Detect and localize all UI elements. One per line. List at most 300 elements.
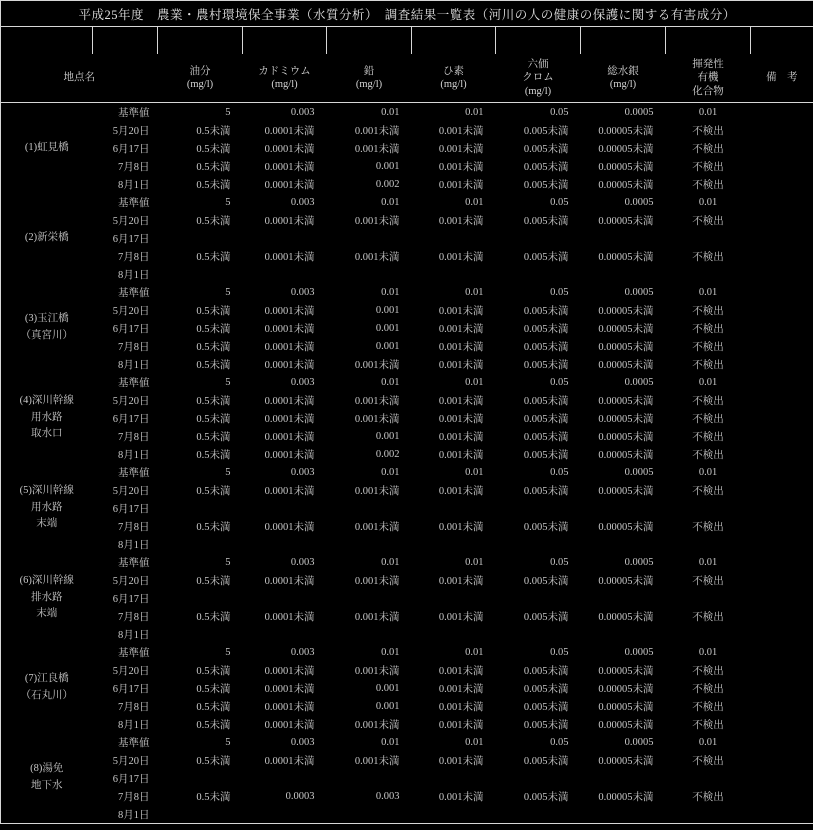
- table-row: [1, 373, 813, 391]
- value-cell: 5: [225, 286, 231, 298]
- value-cell: 不検出: [692, 485, 724, 497]
- sample-date-cell: 7月8日: [118, 161, 150, 173]
- value-cell: 0.00005未満: [598, 143, 654, 155]
- remarks-cell: [751, 679, 813, 697]
- value-cell: 0.005未満: [523, 341, 569, 353]
- site-name-cell: (2)新栄橋: [24, 231, 69, 243]
- value-cell: 0.0001未満: [264, 413, 315, 425]
- value-cell: [666, 805, 751, 824]
- value-cell: [327, 499, 412, 517]
- value-cell: 0.01: [698, 466, 718, 478]
- value-cell: 0.001未満: [438, 323, 484, 335]
- value-cell: 5: [225, 736, 231, 748]
- remarks-cell: [751, 607, 813, 625]
- value-cell: 0.001: [375, 160, 400, 172]
- sample-date-cell: 7月8日: [118, 431, 150, 443]
- value-cell: 0.5未満: [196, 161, 231, 173]
- value-cell: 0.01: [381, 286, 400, 298]
- sample-date-cell: 基準値: [118, 467, 150, 479]
- stub-cell: [158, 27, 243, 55]
- value-cell: [158, 535, 243, 553]
- value-cell: [243, 265, 327, 283]
- value-cell: 0.00005未満: [598, 359, 654, 371]
- value-cell: 0.001: [375, 340, 400, 352]
- value-cell: 0.005未満: [523, 413, 569, 425]
- table-row: [1, 751, 813, 769]
- value-cell: [666, 499, 751, 517]
- sample-date-cell: 5月20日: [112, 665, 150, 677]
- value-cell: 5: [225, 466, 231, 478]
- value-cell: 不検出: [692, 251, 724, 263]
- value-cell: 0.5未満: [196, 143, 231, 155]
- value-cell: 0.00005未満: [598, 413, 654, 425]
- stub-cell: [1, 27, 93, 55]
- value-cell: 0.0005: [624, 556, 654, 568]
- remarks-cell: [751, 319, 813, 337]
- value-cell: 0.001未満: [354, 719, 400, 731]
- value-cell: 0.0005: [624, 106, 654, 118]
- value-cell: 0.003: [290, 196, 315, 208]
- sample-date-cell: 8月1日: [118, 629, 150, 641]
- remarks-cell: [751, 499, 813, 517]
- remarks-cell: [751, 139, 813, 157]
- value-cell: 0.001未満: [438, 719, 484, 731]
- value-cell: [412, 769, 496, 787]
- site-column-header: 地点名: [1, 54, 158, 103]
- value-cell: 0.5未満: [196, 341, 231, 353]
- value-cell: [158, 625, 243, 643]
- remarks-cell: [751, 337, 813, 355]
- value-cell: 0.001未満: [438, 341, 484, 353]
- value-cell: 0.0001未満: [264, 143, 315, 155]
- value-cell: 0.003: [290, 646, 315, 658]
- table-row: [1, 445, 813, 463]
- value-cell: [581, 499, 666, 517]
- value-cell: 0.00005未満: [598, 683, 654, 695]
- value-cell: 0.0001未満: [264, 575, 315, 587]
- table-row: [1, 805, 813, 824]
- column-header-row: [1, 54, 813, 103]
- table-row: [1, 229, 813, 247]
- sample-date-cell: 6月17日: [112, 323, 150, 335]
- table-row: [1, 553, 813, 571]
- remarks-cell: [751, 805, 813, 824]
- value-cell: 0.001未満: [438, 683, 484, 695]
- remarks-cell: [751, 247, 813, 265]
- value-cell: 0.005未満: [523, 449, 569, 461]
- sample-date-cell: 6月17日: [112, 143, 150, 155]
- sample-date-cell: 7月8日: [118, 341, 150, 353]
- value-cell: 5: [225, 106, 231, 118]
- table-row: [1, 517, 813, 535]
- remarks-cell: [751, 427, 813, 445]
- value-cell: [327, 769, 412, 787]
- value-cell: 0.01: [698, 196, 718, 208]
- table-row: [1, 193, 813, 211]
- value-cell: 0.005未満: [523, 611, 569, 623]
- value-cell: 不検出: [692, 215, 724, 227]
- value-cell: 0.5未満: [196, 575, 231, 587]
- value-cell: 0.00005未満: [598, 665, 654, 677]
- header-separator-stub-row: [1, 27, 813, 55]
- value-cell: 0.003: [290, 466, 315, 478]
- value-cell: 0.00005未満: [598, 323, 654, 335]
- value-cell: [243, 229, 327, 247]
- table-row: [1, 499, 813, 517]
- remarks-cell: [751, 355, 813, 373]
- value-cell: [327, 265, 412, 283]
- sample-date-cell: 基準値: [118, 287, 150, 299]
- value-cell: 0.5未満: [196, 719, 231, 731]
- value-cell: 0.5未満: [196, 215, 231, 227]
- stub-cell: [93, 27, 158, 55]
- value-cell: 0.001: [375, 682, 400, 694]
- remarks-cell: [751, 715, 813, 733]
- value-cell: 0.005未満: [523, 215, 569, 227]
- value-cell: 0.0003: [285, 790, 315, 802]
- value-cell: 0.001未満: [354, 575, 400, 587]
- value-cell: [158, 589, 243, 607]
- sample-date-cell: 基準値: [118, 107, 150, 119]
- value-cell: [327, 535, 412, 553]
- remarks-cell: [751, 553, 813, 571]
- value-cell: [581, 805, 666, 824]
- value-cell: 0.005未満: [523, 701, 569, 713]
- sample-date-cell: 7月8日: [118, 611, 150, 623]
- column-header-cell: 備 考: [751, 54, 813, 103]
- stub-cell: [751, 27, 813, 55]
- value-cell: [666, 625, 751, 643]
- value-cell: 0.001未満: [438, 251, 484, 263]
- value-cell: [158, 265, 243, 283]
- table-row: [1, 607, 813, 625]
- table-row: [1, 679, 813, 697]
- value-cell: [581, 589, 666, 607]
- value-cell: 不検出: [692, 431, 724, 443]
- value-cell: 0.5未満: [196, 701, 231, 713]
- table-row: [1, 175, 813, 193]
- value-cell: 0.00005未満: [598, 431, 654, 443]
- value-cell: [666, 535, 751, 553]
- value-cell: [412, 805, 496, 824]
- value-cell: 不検出: [692, 701, 724, 713]
- value-cell: 0.00005未満: [598, 791, 654, 803]
- value-cell: 0.0001未満: [264, 449, 315, 461]
- value-cell: 0.01: [698, 106, 718, 118]
- value-cell: 0.005未満: [523, 161, 569, 173]
- value-cell: 0.00005未満: [598, 395, 654, 407]
- value-cell: [412, 535, 496, 553]
- value-cell: 0.003: [290, 106, 315, 118]
- value-cell: 0.001未満: [438, 449, 484, 461]
- value-cell: 0.001未満: [438, 143, 484, 155]
- value-cell: 不検出: [692, 575, 724, 587]
- value-cell: 0.05: [550, 646, 569, 658]
- value-cell: 0.003: [290, 286, 315, 298]
- sample-date-cell: 6月17日: [112, 233, 150, 245]
- sample-date-cell: 7月8日: [118, 251, 150, 263]
- value-cell: 不検出: [692, 611, 724, 623]
- value-cell: 0.5未満: [196, 125, 231, 137]
- value-cell: [158, 805, 243, 824]
- value-cell: 0.005未満: [523, 395, 569, 407]
- value-cell: 0.001: [375, 700, 400, 712]
- table-row: [1, 283, 813, 301]
- column-header-cell: ひ素 (mg/l): [412, 54, 496, 103]
- table-row: [1, 661, 813, 679]
- stub-cell: [581, 27, 666, 55]
- value-cell: 0.005未満: [523, 179, 569, 191]
- value-cell: 0.01: [381, 196, 400, 208]
- value-cell: 0.001未満: [354, 665, 400, 677]
- value-cell: 0.05: [550, 196, 569, 208]
- value-cell: 不検出: [692, 719, 724, 731]
- value-cell: 0.001未満: [438, 755, 484, 767]
- table-row: [1, 301, 813, 319]
- site-name-cell: (1)虹見橋: [24, 141, 69, 153]
- sample-date-cell: 8月1日: [118, 269, 150, 281]
- value-cell: 0.005未満: [523, 521, 569, 533]
- remarks-cell: [751, 643, 813, 661]
- value-cell: 0.0001未満: [264, 755, 315, 767]
- value-cell: 0.01: [465, 646, 484, 658]
- sample-date-cell: 基準値: [118, 557, 150, 569]
- value-cell: [243, 805, 327, 824]
- value-cell: 0.0001未満: [264, 251, 315, 263]
- value-cell: 0.001未満: [438, 413, 484, 425]
- value-cell: [496, 265, 581, 283]
- sample-date-cell: 5月20日: [112, 395, 150, 407]
- value-cell: 0.0001未満: [264, 215, 315, 227]
- table-row: [1, 265, 813, 283]
- remarks-cell: [751, 283, 813, 301]
- stub-cell: [666, 27, 751, 55]
- page-title: 平成25年度 農業・農村環境保全事業（水質分析） 調査結果一覧表（河川の人の健康の保護に関する有害成分）: [1, 1, 813, 27]
- value-cell: 不検出: [692, 449, 724, 461]
- value-cell: 0.01: [698, 736, 718, 748]
- site-name-cell: (6)深川幹線 排水路 末端: [19, 574, 74, 620]
- sample-date-cell: 5月20日: [112, 125, 150, 137]
- value-cell: 0.003: [290, 556, 315, 568]
- value-cell: 不検出: [692, 125, 724, 137]
- value-cell: 0.0001未満: [264, 125, 315, 137]
- value-cell: 0.001未満: [438, 665, 484, 677]
- remarks-cell: [751, 751, 813, 769]
- value-cell: 0.01: [698, 556, 718, 568]
- remarks-cell: [751, 409, 813, 427]
- value-cell: 0.0001未満: [264, 611, 315, 623]
- value-cell: 0.001未満: [354, 251, 400, 263]
- value-cell: 0.0001未満: [264, 395, 315, 407]
- remarks-cell: [751, 193, 813, 211]
- value-cell: [666, 265, 751, 283]
- remarks-cell: [751, 301, 813, 319]
- value-cell: 不検出: [692, 683, 724, 695]
- column-header-cell: 六価 クロム (mg/l): [496, 54, 581, 103]
- column-header-cell: 揮発性 有機 化合物: [666, 54, 751, 103]
- sample-date-cell: 5月20日: [112, 215, 150, 227]
- value-cell: [581, 625, 666, 643]
- value-cell: 0.001未満: [438, 179, 484, 191]
- site-name-cell: (3)玉江橋 （真宮川）: [20, 313, 73, 341]
- value-cell: [666, 229, 751, 247]
- table-row: [1, 319, 813, 337]
- value-cell: 0.5未満: [196, 485, 231, 497]
- sample-date-cell: 8月1日: [118, 179, 150, 191]
- value-cell: 0.003: [290, 376, 315, 388]
- value-cell: [581, 535, 666, 553]
- sample-date-cell: 8月1日: [118, 449, 150, 461]
- table-row: [1, 715, 813, 733]
- value-cell: 0.01: [465, 736, 484, 748]
- value-cell: 0.5未満: [196, 665, 231, 677]
- value-cell: 0.001: [375, 430, 400, 442]
- value-cell: 0.00005未満: [598, 179, 654, 191]
- value-cell: 0.5未満: [196, 683, 231, 695]
- stub-cell: [327, 27, 412, 55]
- column-header-cell: 鉛 (mg/l): [327, 54, 412, 103]
- remarks-cell: [751, 445, 813, 463]
- value-cell: 0.005未満: [523, 791, 569, 803]
- remarks-cell: [751, 625, 813, 643]
- table-row: [1, 391, 813, 409]
- remarks-cell: [751, 175, 813, 193]
- sample-date-cell: 6月17日: [112, 593, 150, 605]
- stub-cell: [243, 27, 327, 55]
- value-cell: [496, 589, 581, 607]
- value-cell: 0.05: [550, 466, 569, 478]
- value-cell: [158, 229, 243, 247]
- value-cell: [158, 769, 243, 787]
- table-row: [1, 769, 813, 787]
- value-cell: 0.001未満: [438, 395, 484, 407]
- value-cell: 不検出: [692, 143, 724, 155]
- value-cell: [496, 805, 581, 824]
- value-cell: 不検出: [692, 161, 724, 173]
- sample-date-cell: 基準値: [118, 197, 150, 209]
- value-cell: 0.0001未満: [264, 521, 315, 533]
- value-cell: [412, 229, 496, 247]
- sample-date-cell: 8月1日: [118, 539, 150, 551]
- value-cell: 0.00005未満: [598, 719, 654, 731]
- sample-date-cell: 6月17日: [112, 413, 150, 425]
- sample-date-cell: 5月20日: [112, 305, 150, 317]
- value-cell: 0.001未満: [354, 485, 400, 497]
- value-cell: 0.01: [698, 286, 718, 298]
- value-cell: 0.001未満: [354, 413, 400, 425]
- value-cell: 0.005未満: [523, 665, 569, 677]
- value-cell: 0.005未満: [523, 683, 569, 695]
- sample-date-cell: 基準値: [118, 737, 150, 749]
- title-row: [1, 1, 813, 27]
- value-cell: 0.5未満: [196, 791, 231, 803]
- value-cell: 0.00005未満: [598, 305, 654, 317]
- value-cell: 0.002: [375, 178, 400, 190]
- remarks-cell: [751, 733, 813, 751]
- remarks-cell: [751, 535, 813, 553]
- value-cell: 0.0001未満: [264, 665, 315, 677]
- value-cell: 不検出: [692, 413, 724, 425]
- site-name-cell: (5)深川幹線 用水路 末端: [19, 484, 74, 530]
- value-cell: 0.00005未満: [598, 611, 654, 623]
- value-cell: 不検出: [692, 755, 724, 767]
- value-cell: 不検出: [692, 323, 724, 335]
- sample-date-cell: 6月17日: [112, 773, 150, 785]
- table-row: [1, 643, 813, 661]
- table-row: [1, 481, 813, 499]
- value-cell: 0.05: [550, 556, 569, 568]
- value-cell: [412, 265, 496, 283]
- value-cell: 0.5未満: [196, 449, 231, 461]
- value-cell: [243, 769, 327, 787]
- value-cell: 0.0001未満: [264, 341, 315, 353]
- value-cell: [496, 769, 581, 787]
- value-cell: 0.001未満: [438, 161, 484, 173]
- value-cell: [327, 589, 412, 607]
- value-cell: 0.003: [375, 790, 400, 802]
- value-cell: [412, 625, 496, 643]
- value-cell: 0.0005: [624, 196, 654, 208]
- value-cell: [496, 499, 581, 517]
- value-cell: 0.0001未満: [264, 323, 315, 335]
- table-row: [1, 121, 813, 139]
- value-cell: 0.005未満: [523, 359, 569, 371]
- value-cell: [581, 265, 666, 283]
- value-cell: 5: [225, 376, 231, 388]
- value-cell: 0.00005未満: [598, 521, 654, 533]
- value-cell: [243, 535, 327, 553]
- remarks-cell: [751, 697, 813, 715]
- value-cell: 5: [225, 646, 231, 658]
- value-cell: 0.002: [375, 448, 400, 460]
- value-cell: 不検出: [692, 305, 724, 317]
- value-cell: 不検出: [692, 359, 724, 371]
- value-cell: 0.5未満: [196, 413, 231, 425]
- remarks-cell: [751, 769, 813, 787]
- value-cell: [243, 625, 327, 643]
- table-row: [1, 409, 813, 427]
- value-cell: 0.00005未満: [598, 485, 654, 497]
- remarks-cell: [751, 481, 813, 499]
- value-cell: 0.01: [465, 106, 484, 118]
- column-header-cell: カドミウム (mg/l): [243, 54, 327, 103]
- table-row: [1, 625, 813, 643]
- sample-date-cell: 8月1日: [118, 359, 150, 371]
- value-cell: 0.0001未満: [264, 359, 315, 371]
- value-cell: 0.01: [698, 376, 718, 388]
- value-cell: 0.5未満: [196, 305, 231, 317]
- table-row: [1, 589, 813, 607]
- remarks-cell: [751, 517, 813, 535]
- sample-date-cell: 6月17日: [112, 503, 150, 515]
- value-cell: 0.5未満: [196, 431, 231, 443]
- value-cell: 0.0001未満: [264, 485, 315, 497]
- value-cell: [412, 589, 496, 607]
- value-cell: 0.5未満: [196, 611, 231, 623]
- value-cell: [327, 625, 412, 643]
- value-cell: 0.0001未満: [264, 161, 315, 173]
- value-cell: [496, 229, 581, 247]
- value-cell: 0.05: [550, 286, 569, 298]
- table-row: [1, 337, 813, 355]
- value-cell: 0.05: [550, 376, 569, 388]
- value-cell: 0.00005未満: [598, 449, 654, 461]
- value-cell: 0.5未満: [196, 521, 231, 533]
- value-cell: 0.001未満: [438, 521, 484, 533]
- value-cell: [581, 229, 666, 247]
- remarks-cell: [751, 121, 813, 139]
- value-cell: 0.01: [381, 736, 400, 748]
